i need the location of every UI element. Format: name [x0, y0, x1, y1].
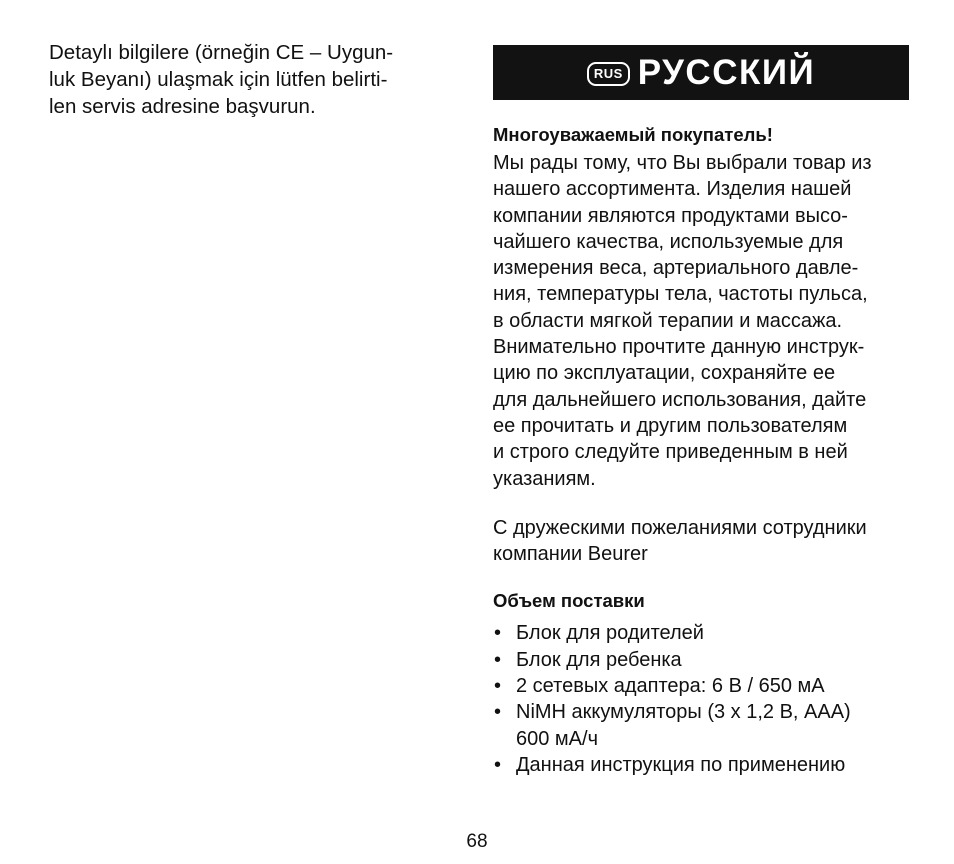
language-banner [493, 45, 909, 100]
paragraph-line: компании Beurer [493, 543, 648, 566]
list-item-text: NiMH аккумуляторы (3 x 1,2 В, AAA) [516, 701, 851, 724]
language-title: РУССКИЙ [637, 53, 816, 92]
list-item-text: Блок для ребенка [516, 648, 682, 671]
list-item [493, 620, 909, 646]
service-note-line: luk Beyanı) ulaşmak için lütfen belirti- [49, 68, 388, 91]
list-item-text: 2 сетевых адаптера: 6 В / 650 мА [516, 675, 825, 698]
bullet-icon: • [494, 622, 502, 645]
paragraph-line: и строго следуйте приведенным в ней [493, 441, 848, 464]
paragraph-line: для дальнейшего использования, дайте [493, 388, 867, 411]
paragraph-line: в области мягкой терапии и массажа. [493, 309, 843, 332]
regards-paragraph [493, 515, 909, 568]
paragraph-line: указаниям. [493, 467, 596, 490]
scope-of-delivery-heading: Объем поставки [493, 590, 645, 612]
bullet-icon: • [494, 753, 502, 776]
paragraph-line: ее прочитать и другим пользователям [493, 414, 848, 437]
paragraph-line: Мы рады тому, что Вы выбрали товар из [493, 152, 872, 174]
bullet-icon: • [494, 648, 502, 671]
paragraph-line: измерения веса, артериального давле- [493, 257, 859, 280]
bullet-icon: • [494, 675, 502, 698]
paragraph-line: Внимательно прочтите данную инструк- [493, 336, 865, 359]
paragraph-line: цию по эксплуатации, сохраняйте ее [493, 362, 836, 385]
list-item [493, 699, 909, 752]
list-item-text: Данная инструкция по применению [516, 753, 846, 776]
paragraph-line: чайшего качества, используемые для [493, 230, 844, 253]
service-note [49, 39, 459, 120]
paragraph-line: С дружескими пожеланиями сотрудники [493, 516, 867, 539]
paragraph-line: нашего ассортимента. Изделия нашей [493, 178, 852, 201]
language-code-badge: RUS [587, 62, 630, 86]
greeting-paragraph [493, 150, 909, 492]
russian-section [493, 45, 909, 778]
greeting-heading: Многоуважаемый покупатель! [493, 124, 773, 145]
bullet-icon: • [494, 701, 502, 724]
list-item [493, 647, 909, 673]
paragraph-line: компании являются продуктами высо- [493, 204, 848, 227]
service-note-line: Detaylı bilgilere (örneğin CE – Uygun- [49, 41, 394, 64]
list-item [493, 752, 909, 778]
list-item [493, 673, 909, 699]
list-item-text: Блок для родителей [516, 622, 704, 645]
scope-of-delivery-list [493, 620, 909, 778]
service-note-line: len servis adresine başvurun. [49, 95, 316, 118]
page-number: 68 [466, 831, 488, 852]
list-item-text: 600 мА/ч [516, 727, 598, 750]
paragraph-line: ния, температуры тела, частоты пульса, [493, 283, 868, 306]
